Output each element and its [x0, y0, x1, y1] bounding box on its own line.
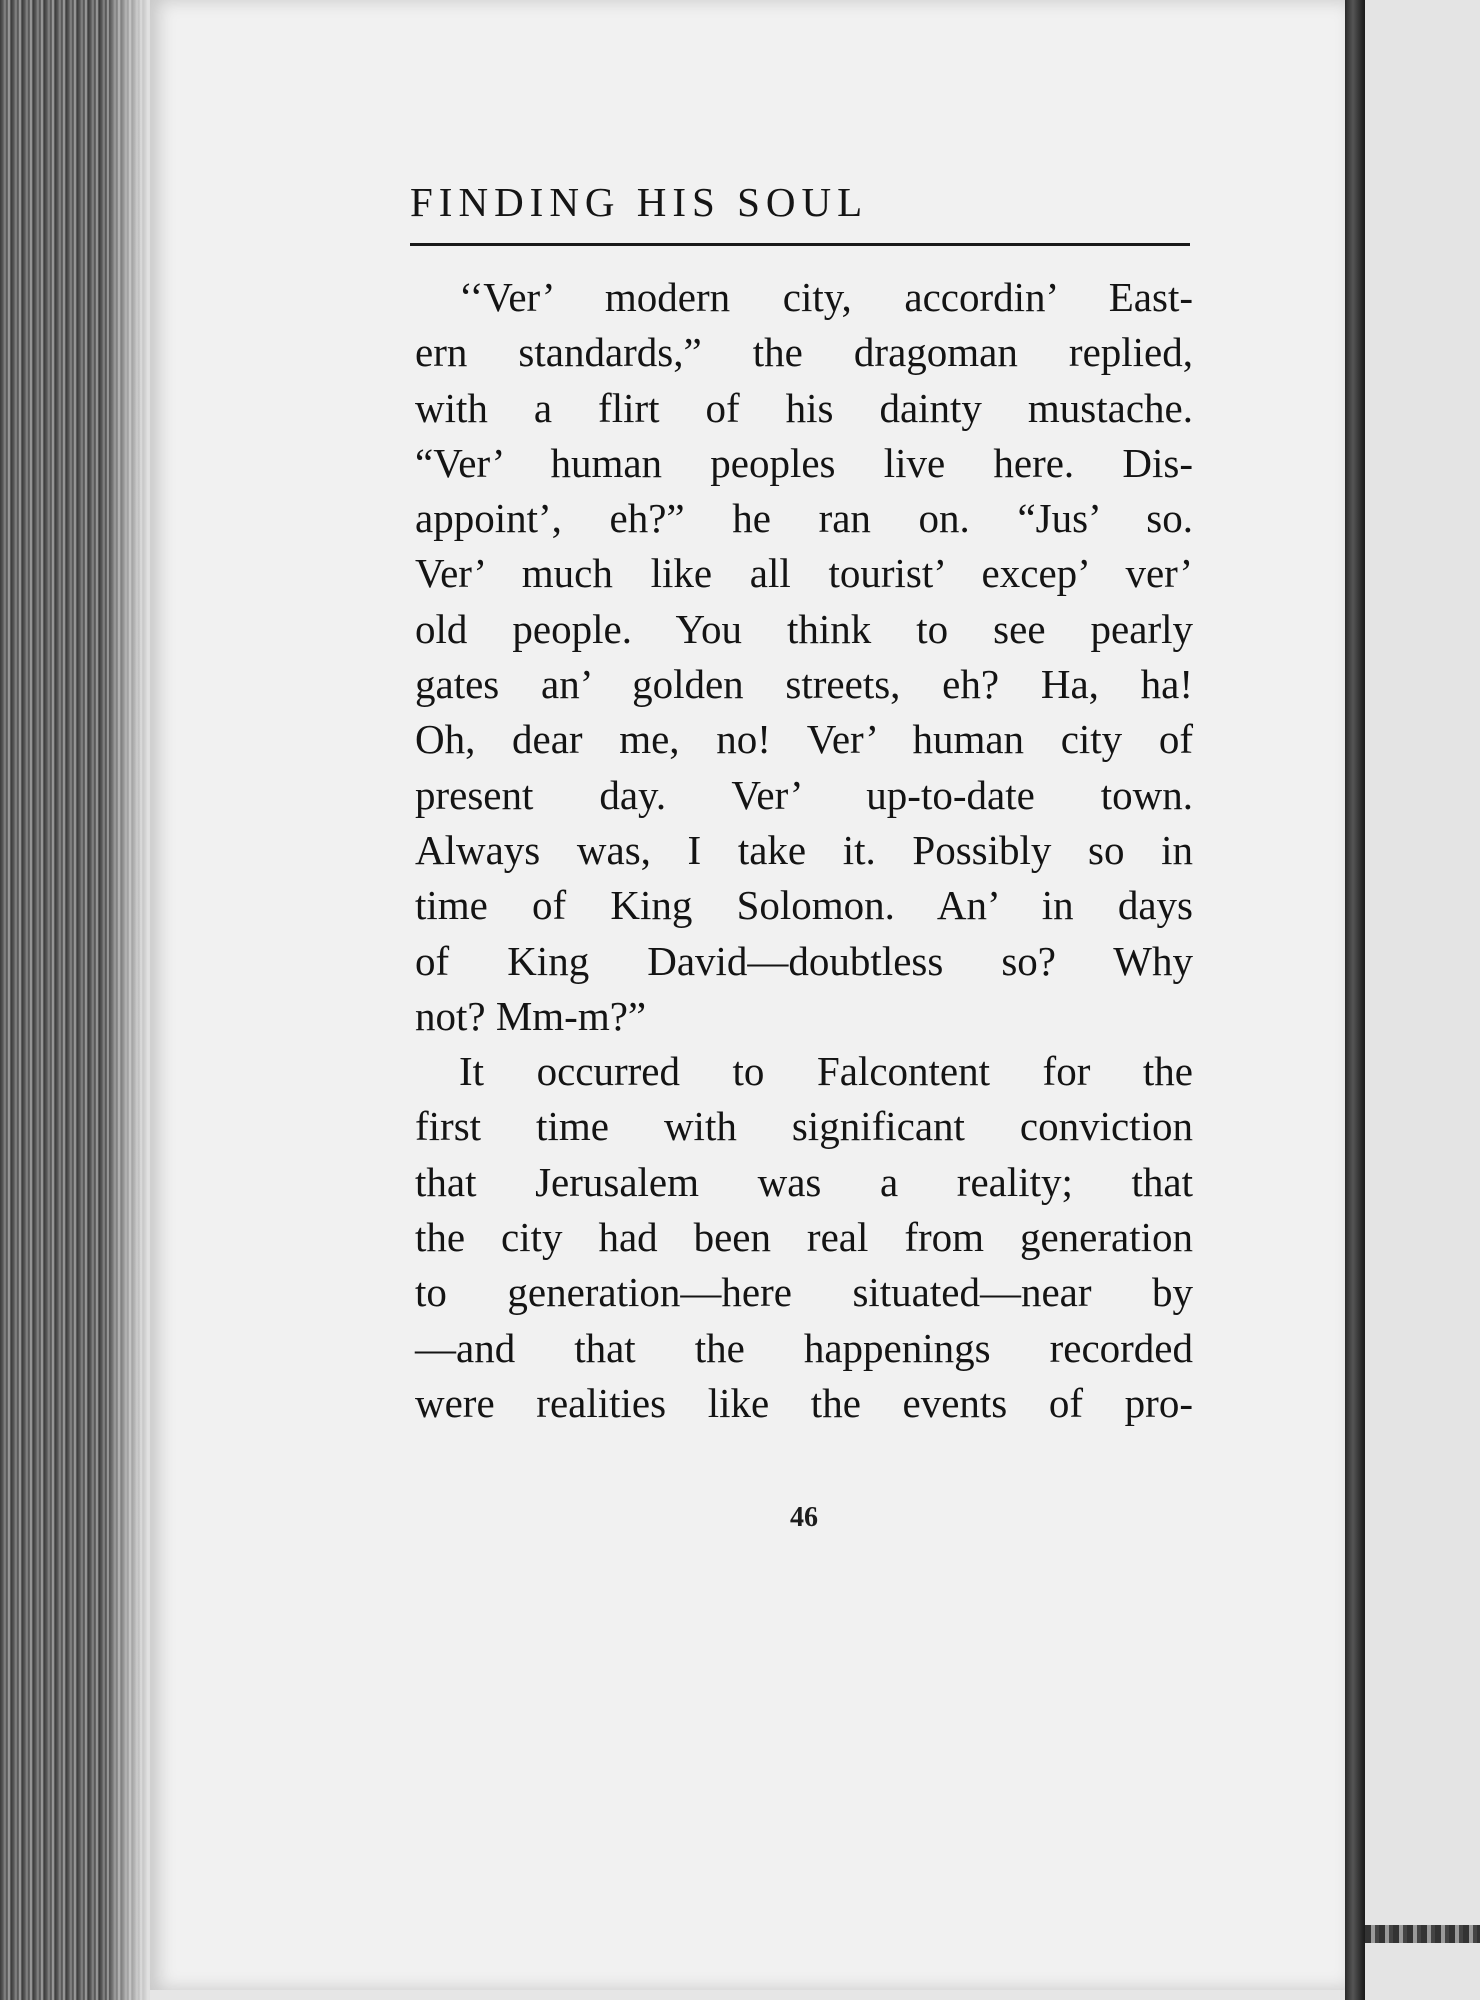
text-line: appoint’, eh?” he ran on. “Jus’ so.	[415, 495, 1193, 542]
text-line: —and that the happenings recorded	[415, 1324, 1193, 1371]
text-line: present day. Ver’ up-to-date town.	[415, 771, 1193, 818]
page-block-edges	[0, 0, 150, 2000]
text-line: of King David—doubtless so? Why	[415, 937, 1193, 984]
text-line: It occurred to Falcontent for the	[459, 1048, 1193, 1095]
text-line: were realities like the events of pro-	[415, 1379, 1193, 1426]
text-line: gates an’ golden streets, eh? Ha, ha!	[415, 661, 1193, 708]
text-line: Ver’ much like all tourist’ excep’ ver’	[415, 550, 1193, 597]
text-line: “Ver’ human peoples live here. Dis-	[415, 439, 1193, 486]
running-head: FINDING HIS SOUL	[410, 179, 869, 225]
text-line: the city had been real from generation	[415, 1214, 1193, 1261]
page-number: 46	[790, 1502, 818, 1533]
text-line: first time with significant conviction	[415, 1103, 1193, 1150]
text-line: time of King Solomon. An’ in days	[415, 882, 1193, 929]
book-spine-edge	[1345, 0, 1365, 2000]
text-line: old people. You think to see pearly	[415, 605, 1193, 652]
text-line: ern standards,” the dragoman replied,	[415, 329, 1193, 376]
text-line: that Jerusalem was a reality; that	[415, 1158, 1193, 1205]
facing-page-margin	[1365, 0, 1480, 2000]
folio-area	[415, 0, 1193, 2000]
text-line: Always was, I take it. Possibly so in	[415, 826, 1193, 873]
text-line: to generation—here situated—near by	[415, 1269, 1193, 1316]
text-line: ‘‘Ver’ modern city, accordin’ East-	[459, 274, 1193, 320]
binding-detail	[1365, 1925, 1480, 1943]
text-line: not? Mm-m?”	[415, 992, 647, 1039]
text-line: with a flirt of his dainty mustache.	[415, 384, 1193, 431]
text-line: Oh, dear me, no! Ver’ human city of	[415, 716, 1193, 763]
